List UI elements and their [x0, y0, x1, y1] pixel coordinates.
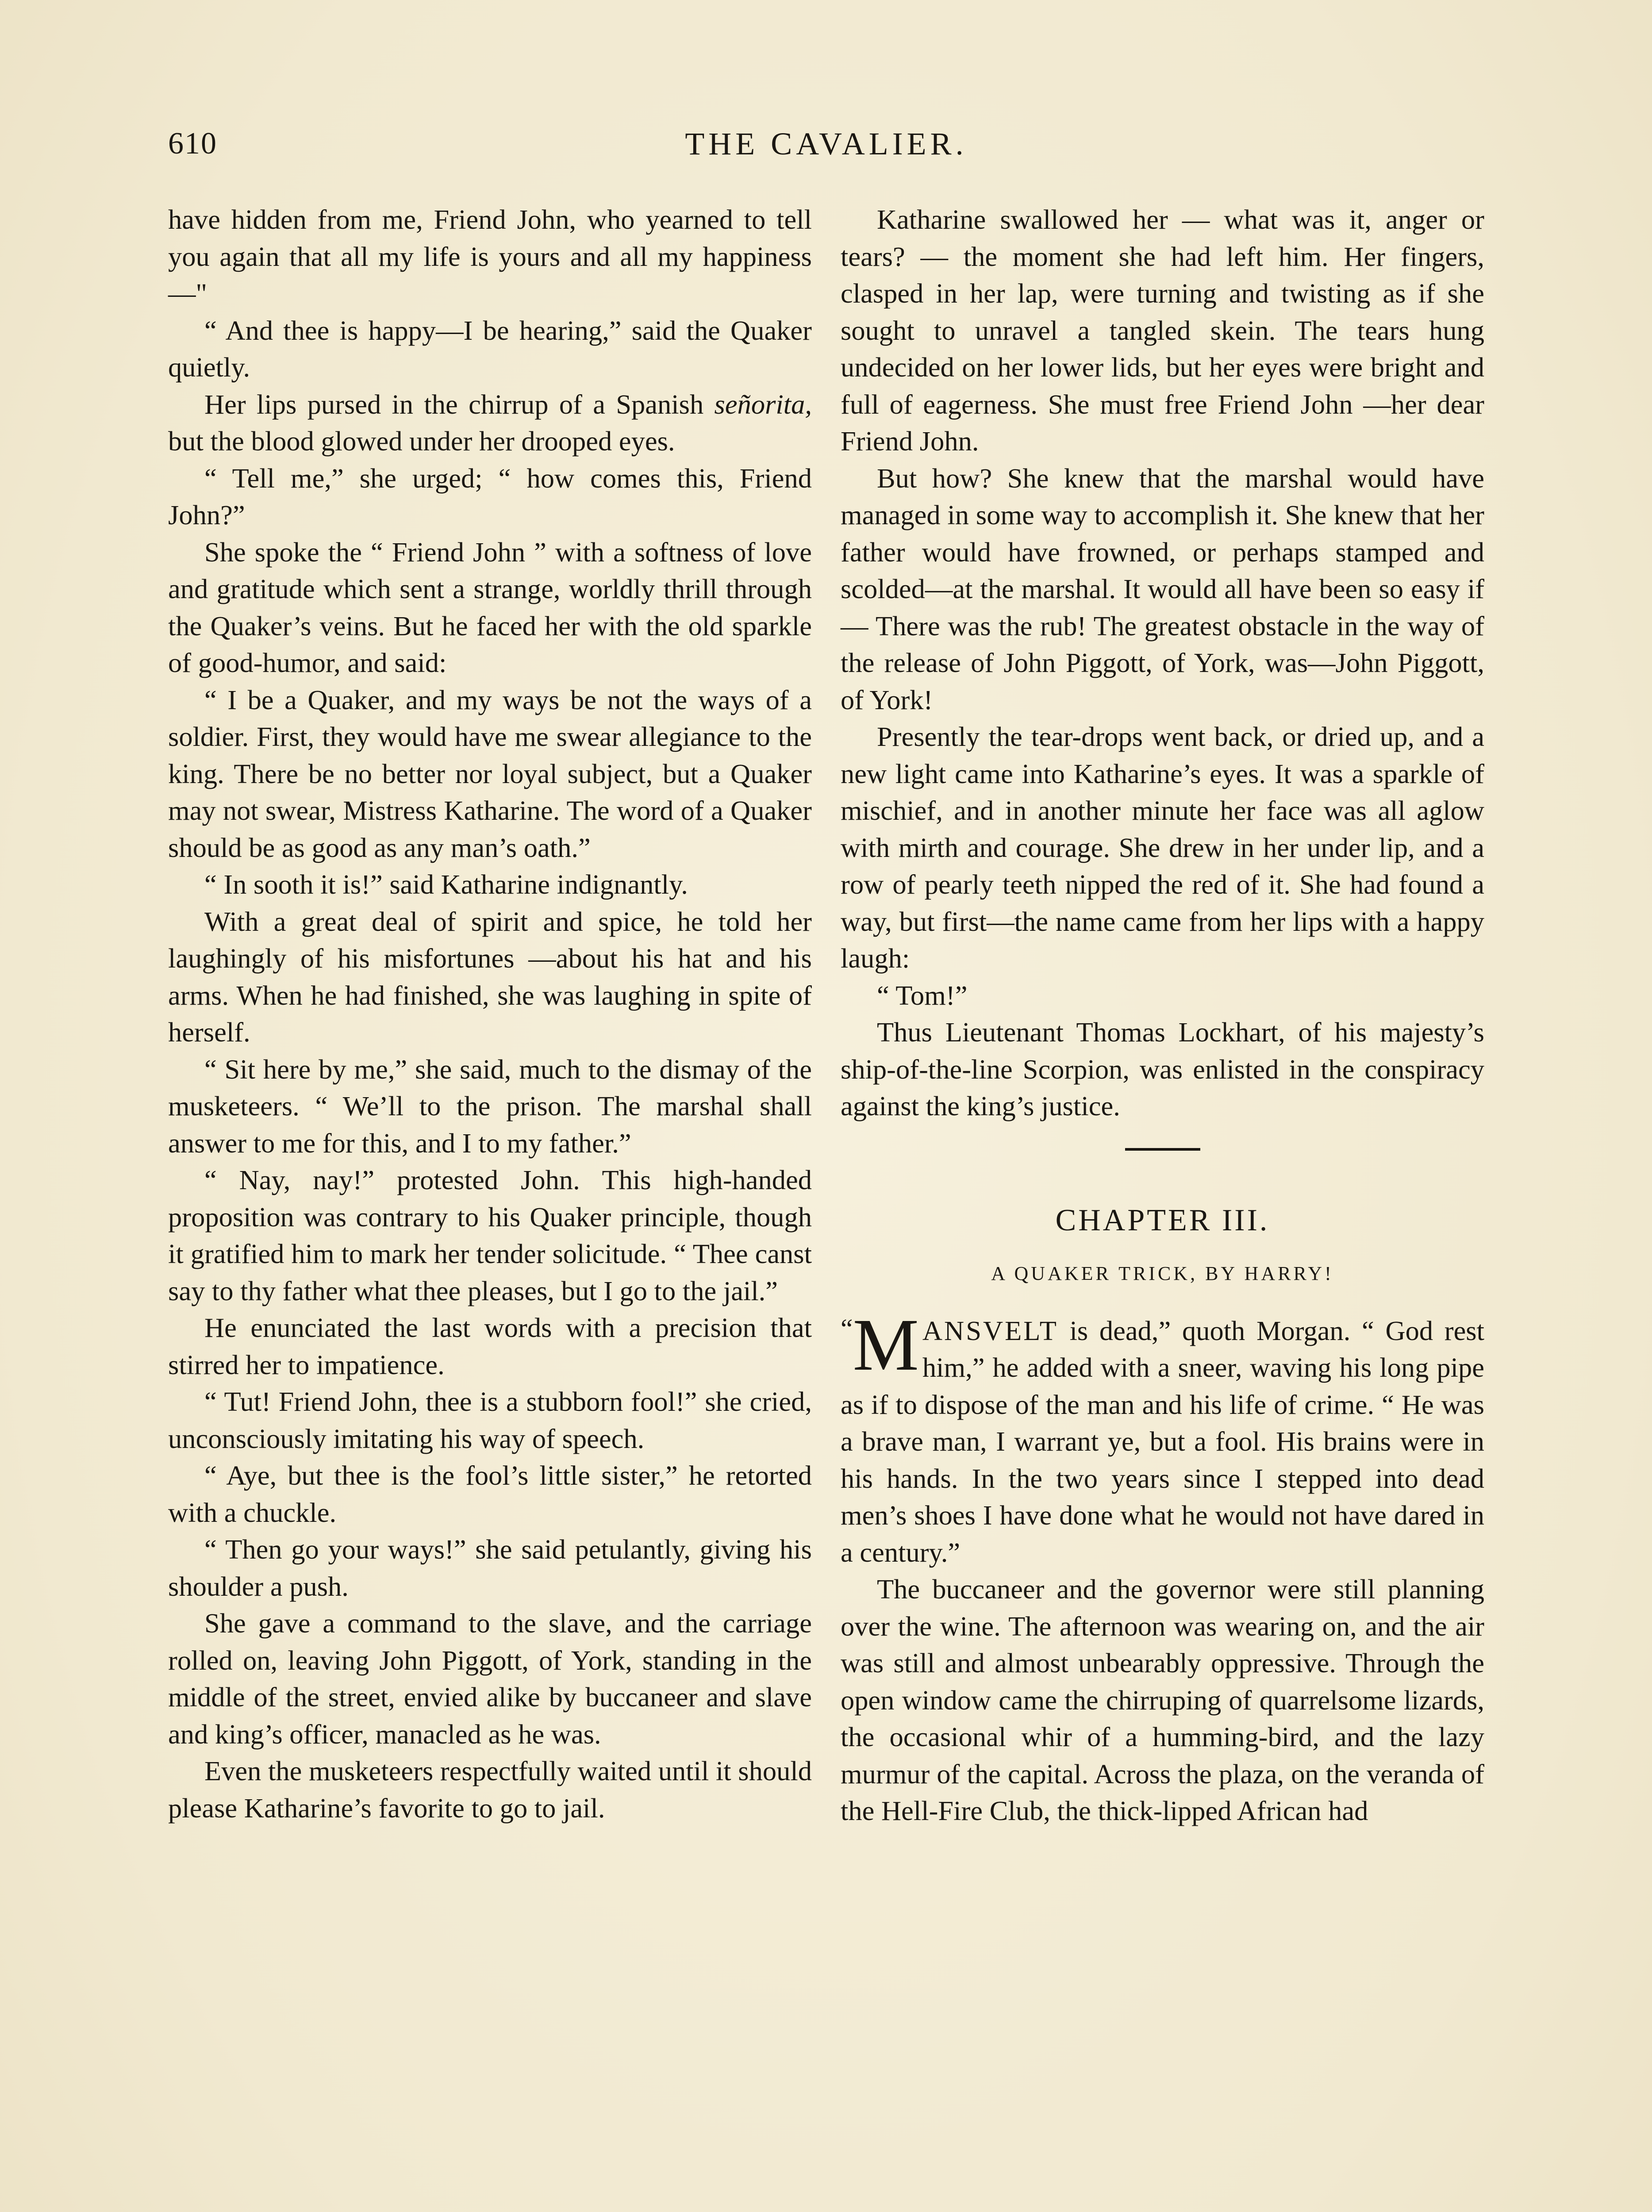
paragraph: “ Sit here by me,” she said, much to the dismay of the musketeers. “ We’ll to the prison. The marshal shall answer to me for this, and I to my father.” — [168, 1053, 812, 1159]
paragraph: “ Tell me,” she urged; “ how comes this, Friend John?” — [168, 462, 812, 530]
text-run: Her lips pursed in the chirrup of a Spanish — [204, 388, 715, 420]
paragraph: Thus Lieutenant Thomas Lockhart, of his majesty’s ship-of-the-line Scorpion, was enlisted in the conspiracy against the king’s justice. — [841, 1017, 1484, 1121]
paragraph: She gave a command to the slave, and the carriage rolled on, leaving John Piggott, of York, standing in the middle of the street, envied alike by buccaneer and slave and king’s officer, manacled as he was. — [168, 1608, 812, 1750]
paragraph: He enunciated the last words with a precision that stirred her to impatience. — [168, 1312, 812, 1380]
text-run: but the blood glowed under her drooped eyes. — [168, 426, 675, 457]
page-number: 610 — [168, 127, 217, 161]
paragraph: “ Aye, but thee is the fool’s little sister,” he retorted with a chuckle. — [168, 1460, 812, 1528]
text-run: is dead,” quoth Morgan. “ God rest him,” he added with a sneer, waving his long pipe as if to dispose of the man and his life of crime. “ He was a brave man, I warrant ye, but a fool. His brains were in his hands. In the two years since I stepped into dead men’s shoes I have done what he would not have dared in a century.” — [841, 1315, 1484, 1568]
small-caps-word: ANSVELT — [922, 1315, 1058, 1346]
drop-cap — [841, 1303, 919, 1386]
paragraph: “ I be a Quaker, and my ways be not the ways of a soldier. First, they would have me swear allegiance to the king. There be no better nor loyal subject, but a Quaker may not swear, Mistress Katharine. The word of a Quaker should be as good as any man’s oath.” — [168, 684, 812, 863]
paragraph: The buccaneer and the governor were still planning over the wine. The afternoon was wearing on, and the air was still and almost unbearably oppressive. Through the open window came the chirruping of quarrelsome lizards, the occasional whir of a humming-bird, and the lazy murmur of the capital. Across the plaza, on the veranda of the Hell-Fire Club, the thick-lipped African had — [841, 1574, 1484, 1826]
paragraph: “ Tut! Friend John, thee is a stubborn fool!” she cried, unconsciously imitating his way of speech. — [168, 1386, 812, 1454]
right-column — [841, 201, 1484, 1830]
paragraph: She spoke the “ Friend John ” with a softness of love and gratitude which sent a strange, worldly thrill through the Quaker’s veins. But he faced her with the old sparkle of good-humor, and said: — [168, 536, 812, 678]
running-head — [168, 119, 1484, 168]
drop-cap-letter: M — [853, 1303, 919, 1386]
paragraph: With a great deal of spirit and spice, he told her laughingly of his misfortunes —about his hat and his arms. When he had finished, she was laughing in spite of herself. — [168, 906, 812, 1048]
paragraph — [168, 386, 812, 460]
paragraph: Katharine swallowed her — what was it, anger or tears? — the moment she had left him. Her fingers, clasped in her lap, were turning and twisting as if she sought to unravel a tangled skein. The tears hung undecided on her lower lids, but her eyes were bright and full of eagerness. She must free Friend John —her dear Friend John. — [841, 204, 1484, 457]
paragraph: But how? She knew that the marshal would have managed in some way to accomplish it. She knew that her father would have frowned, or perhaps stamped and scolded—at the marshal. It would all have been so easy if— There was the rub! The greatest obstacle in the way of the release of John Piggott, of York, was—John Piggott, of York! — [841, 462, 1484, 715]
journal-title: THE CAVALIER. — [685, 126, 968, 161]
chapter-subtitle: A QUAKER TRICK, BY HARRY! — [991, 1262, 1334, 1284]
paragraph: have hidden from me, Friend John, who yearned to tell you again that all my life is yours and all my happiness—" — [168, 204, 812, 309]
drop-cap-quote: “ — [841, 1313, 853, 1344]
paragraph: “ And thee is happy—I be hearing,” said the Quaker quietly. — [168, 315, 812, 383]
paragraph: “ Then go your ways!” she said petulantly, giving his shoulder a push. — [168, 1534, 812, 1602]
chapter-heading: CHAPTER III. — [1055, 1203, 1270, 1237]
paragraph: Even the musketeers respectfully waited until it should please Katharine’s favorite to go to jail. — [168, 1755, 812, 1824]
chapter-opening-paragraph — [841, 1303, 1484, 1571]
section-divider — [1125, 1148, 1200, 1151]
paragraph: “ In sooth it is!” said Katharine indignantly. — [204, 869, 688, 900]
paragraph: Presently the tear-drops went back, or dried up, and a new light came into Katharine’s eyes. It was a sparkle of mischief, and in another minute her face was all aglow with mirth and courage. She drew in her under lip, and a row of pearly teeth nipped the red of it. She had found a way, but first—the name came from her lips with a happy laugh: — [841, 721, 1484, 974]
italic-word: señorita, — [714, 388, 812, 420]
paragraph: “ Tom!” — [877, 979, 968, 1011]
left-column — [168, 201, 812, 1827]
paragraph: “ Nay, nay!” protested John. This high-handed proposition was contrary to his Quaker principle, though it gratified him to mark her tender solicitude. “ Thee canst say to thy father what thee pleases, but I go to the jail.” — [168, 1164, 812, 1306]
